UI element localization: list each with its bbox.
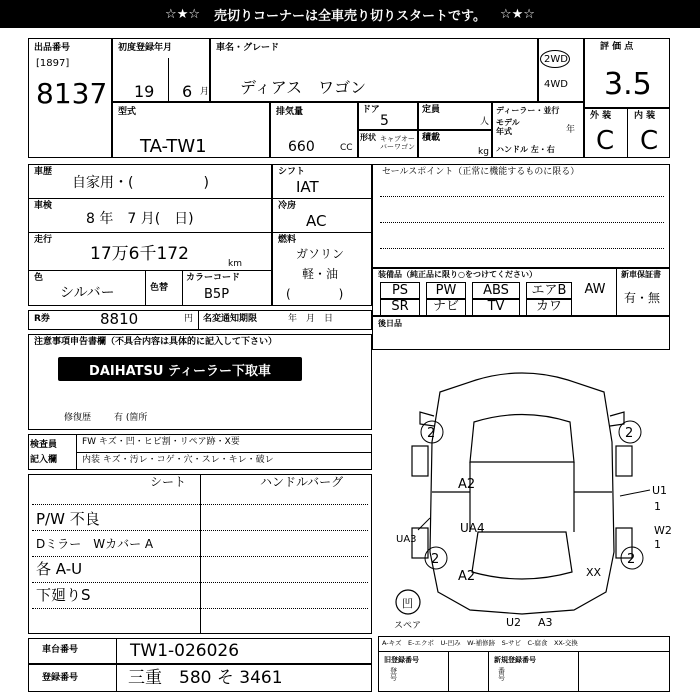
model-name: ディアス ワゴン — [240, 78, 367, 97]
reg-no-label: 登録番号 — [42, 673, 79, 683]
ac-value: AC — [306, 212, 327, 230]
note-pw: P/W 不良 — [36, 510, 100, 528]
later-box — [372, 316, 670, 350]
reg-no-value: 三重 580 そ 3461 — [128, 668, 283, 688]
mileage-value: 17万6千172 — [90, 244, 189, 264]
model-year-unit: 年 — [566, 125, 576, 135]
mark-u1: U1 — [652, 484, 668, 497]
equip-sr: SR — [380, 298, 420, 316]
equip-abs: ABS — [472, 282, 520, 300]
mark-2-b: 2 — [625, 426, 634, 441]
banner — [0, 0, 700, 28]
dealer-label: ディーラー・並行 — [496, 106, 560, 115]
shape-label: 形状 — [360, 133, 376, 142]
inspection-label: 車検 — [34, 201, 53, 211]
mark-2-c: 2 — [431, 552, 440, 567]
inspector-row1: FW キズ・凹・ヒビ割・リペア跡・X要 — [82, 437, 240, 447]
score-label: 評 価 点 — [600, 42, 634, 52]
chassis-label: 車台番号 — [42, 645, 79, 655]
shift-label: シフト — [278, 167, 306, 177]
fuel-label: 燃料 — [278, 235, 297, 245]
door-label: ドア — [362, 105, 380, 115]
lot-number: 8137 — [36, 77, 108, 110]
ext-value: C — [596, 126, 615, 156]
mark-ua3: UA3 — [396, 534, 417, 545]
repair-value: 有 (箇所 — [114, 413, 148, 423]
mark-2-a: 2 — [427, 426, 436, 441]
int-label: 内 装 — [634, 111, 656, 121]
reg-label: 初度登録年月 — [118, 43, 173, 53]
reg-month: 6 — [182, 82, 193, 101]
ac-label: 冷房 — [278, 201, 297, 211]
new-reg-label: 新規登録番号 — [494, 656, 536, 664]
inspector-label: 検査員 記入欄 — [30, 440, 58, 466]
ext-label: 外 装 — [590, 111, 612, 121]
model-year-label: モデル 年式 — [496, 118, 520, 136]
box-a: 登 号 — [390, 667, 397, 682]
color-code-label: カラーコード — [186, 273, 241, 283]
mark-u2: U2 — [506, 616, 522, 629]
mark-a3: A3 — [538, 616, 553, 629]
equip-aw: AW — [584, 282, 606, 297]
drive-2wd: 2WD — [544, 54, 568, 65]
drive-box — [538, 38, 584, 102]
color-change-label: 色替 — [150, 283, 169, 293]
inspector-row2: 内装 キズ・汚レ・コゲ・穴・スレ・キレ・破レ — [82, 455, 274, 465]
legend-text: A-キズ E-エクボ U-凹み W-補修跡 S-サビ C-腐食 XX-交換 — [382, 639, 578, 647]
equip-tv: TV — [472, 298, 520, 316]
handle-label: ハンドル 左・右 — [496, 145, 555, 154]
banner-title: 売切りコーナーは全車売り切りスタートです。 — [214, 8, 486, 24]
history-label: 車歴 — [34, 167, 53, 177]
cap-unit: 人 — [480, 117, 490, 127]
car-diagram — [374, 352, 670, 634]
seat-note: シート — [150, 475, 187, 489]
shape-value: キャブオーバーワゴン — [380, 135, 415, 151]
equipment-label: 装備品（純正品に限り○をつけてください） — [378, 270, 537, 279]
equip-airbag: エアB — [526, 282, 572, 300]
fuel-diesel: 軽・油 — [302, 267, 339, 281]
recycle-unit: 円 — [184, 314, 194, 324]
disp-label: 排気量 — [276, 107, 304, 117]
mark-2-d: 2 — [627, 552, 636, 567]
mark-1-a: 1 — [654, 500, 661, 513]
mark-a2-top: A2 — [458, 477, 476, 492]
equip-pw: PW — [426, 282, 466, 300]
history-value: 自家用・( ) — [72, 175, 209, 191]
drive-2wd-circle — [540, 50, 570, 68]
notice-label: 名変通知期限 — [203, 314, 258, 324]
mark-a2-bottom: A2 — [458, 569, 476, 584]
mark-1-b: 1 — [654, 538, 661, 551]
mark-xx: XX — [586, 566, 602, 579]
int-value: C — [640, 126, 659, 156]
dealer-trade-banner: DAIHATSU ティーラー下取車 — [58, 357, 302, 381]
inspection-value: 8 年 7 月( 日) — [86, 211, 194, 227]
notice-date: 年 月 日 — [288, 314, 334, 324]
recycle-label: R券 — [34, 314, 50, 324]
mark-ua4: UA4 — [460, 521, 485, 535]
recycle-value: 8810 — [100, 310, 139, 328]
box-b: 番 号 — [498, 667, 505, 682]
fuel-gas: ガソリン — [296, 247, 345, 261]
mark-dent: 凹 — [402, 597, 413, 610]
note-underbody: 下廻りS — [36, 586, 91, 604]
equip-leather: カワ — [526, 298, 572, 316]
handle-note: ハンドルバーグ — [260, 475, 344, 489]
lot-label: 出品番号 — [34, 43, 71, 53]
equip-navi: ナビ — [426, 298, 466, 316]
warranty-value: 有・無 — [624, 291, 661, 305]
score-value: 3.5 — [604, 67, 652, 102]
new-warranty-label: 新車保証書 — [621, 270, 661, 279]
load-label: 積載 — [422, 133, 441, 143]
load-unit: kg — [478, 147, 489, 157]
chassis-value: TW1-026026 — [130, 641, 240, 661]
reg-unit: 月 — [200, 87, 210, 97]
type-value: TA-TW1 — [140, 136, 207, 157]
notes-label: 注意事項申告書欄（不具合内容は具体的に記入して下さい） — [34, 337, 278, 347]
sales-point-box — [372, 164, 670, 268]
spare-label: スペア — [394, 621, 422, 631]
disp-value: 660 — [288, 139, 315, 155]
later-label: 後日品 — [378, 319, 402, 328]
mileage-unit: km — [228, 259, 242, 269]
sales-point-label: セールスポイント（正常に機能するものに限る） — [382, 167, 580, 177]
drive-4wd: 4WD — [544, 79, 568, 90]
banner-stars-left: ☆★☆ — [165, 6, 201, 22]
type-label: 型式 — [118, 107, 137, 117]
shift-value: IAT — [296, 178, 319, 196]
disp-unit: CC — [340, 143, 353, 153]
lot-sub: [1897] — [36, 58, 70, 69]
cap-label: 定員 — [422, 105, 441, 115]
repair-label: 修復歴 — [64, 413, 92, 423]
door-value: 5 — [380, 113, 389, 129]
mileage-label: 走行 — [34, 235, 53, 245]
model-label: 車名・グレード — [216, 43, 280, 53]
mark-w2: W2 — [654, 524, 672, 537]
note-each: 各 A-U — [36, 560, 83, 578]
equip-ps: PS — [380, 282, 420, 300]
old-reg-label: 旧登録番号 — [384, 656, 419, 664]
reg-year: 19 — [134, 82, 155, 101]
color-value: シルバー — [60, 285, 115, 301]
color-code-value: B5P — [204, 287, 230, 302]
color-label: 色 — [34, 273, 44, 283]
fuel-other: ( ) — [286, 287, 344, 301]
banner-stars-right: ☆★☆ — [499, 6, 535, 22]
note-mirror: Dミラー Wカバー A — [36, 537, 154, 551]
